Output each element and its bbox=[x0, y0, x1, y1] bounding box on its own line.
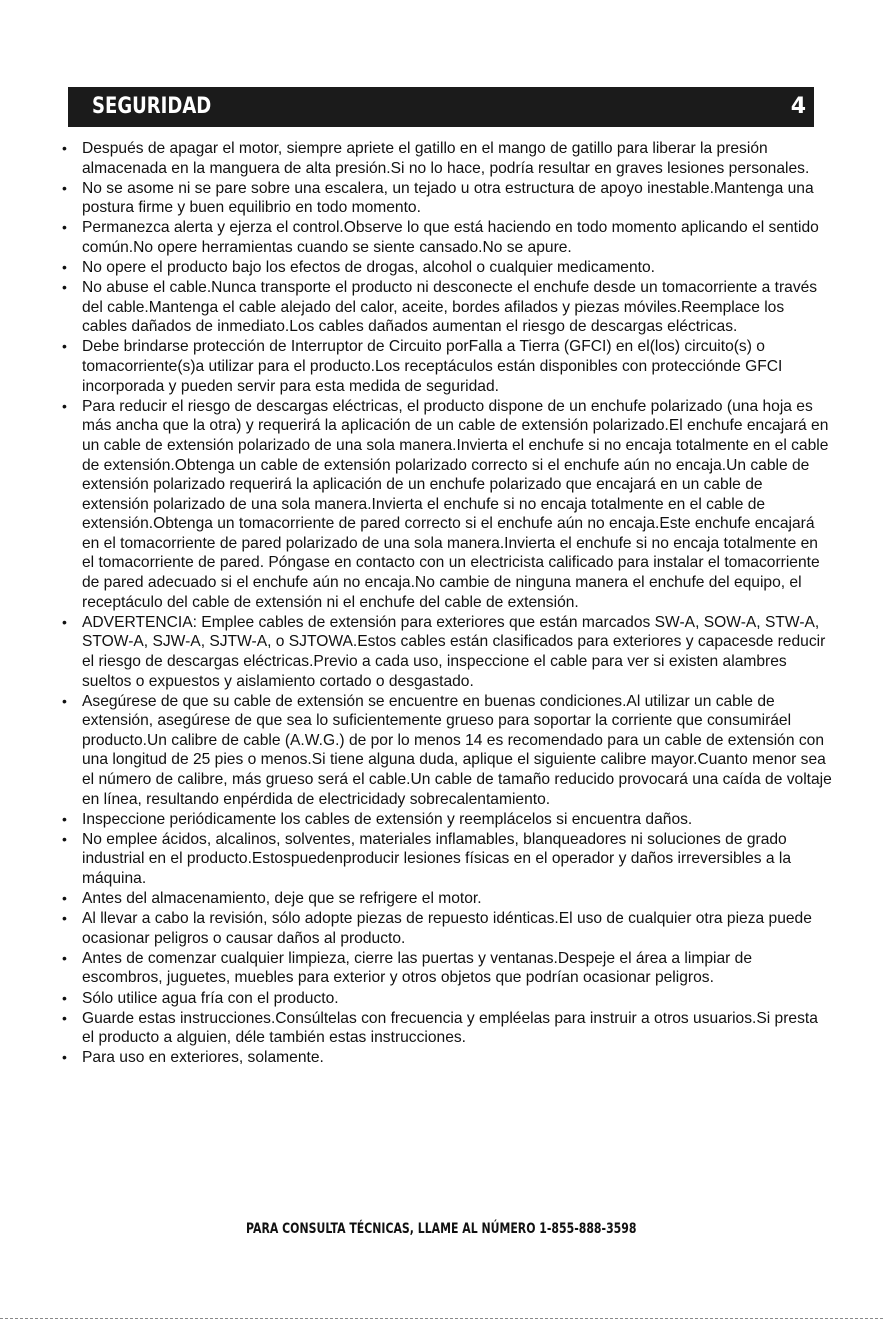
list-item-text: Permanezca alerta y ejerza el control.Observe lo que está haciendo en todo momento aplicando el sentido común.No opere herramientas cuando se siente cansado.No se apure. bbox=[82, 219, 819, 256]
footer-text: PARA CONSULTA TÉCNICAS, LLAME AL NÚMERO 1-855-888-3598 bbox=[246, 1221, 637, 1237]
list-item bbox=[62, 909, 832, 948]
list-item bbox=[62, 889, 832, 909]
list-item bbox=[62, 258, 832, 278]
list-item-text: Después de apagar el motor, siempre apriete el gatillo en el mango de gatillo para liberar la presión almacenada en la manguera de alta presión.Si no lo hace, podría resultar en graves lesiones personales. bbox=[82, 140, 810, 177]
bullet-icon: • bbox=[62, 989, 67, 1006]
bullet-icon: • bbox=[62, 910, 67, 927]
list-item bbox=[62, 989, 832, 1009]
bullet-icon: • bbox=[62, 1009, 67, 1026]
list-item bbox=[62, 139, 832, 178]
list-item bbox=[62, 692, 832, 810]
bullet-icon: • bbox=[62, 279, 67, 296]
bullet-icon: • bbox=[62, 219, 67, 236]
list-item bbox=[62, 613, 832, 691]
bullet-icon: • bbox=[62, 830, 67, 847]
list-item bbox=[62, 179, 832, 218]
bullet-icon: • bbox=[62, 259, 67, 276]
list-item bbox=[62, 1009, 832, 1048]
bullet-icon: • bbox=[62, 890, 67, 907]
list-item-text: No emplee ácidos, alcalinos, solventes, materiales inflamables, blanqueadores ni soluciones de grado industrial en el producto.Estospuedenproducir lesiones físicas en el operador y daños irreversibles a la máquina. bbox=[82, 830, 792, 887]
list-item-text: Antes del almacenamiento, deje que se refrigere el motor. bbox=[82, 890, 482, 908]
bullet-icon: • bbox=[62, 140, 67, 156]
section-title: SEGURIDAD bbox=[92, 94, 212, 119]
safety-instructions-list bbox=[62, 139, 832, 1068]
list-item-text: Para uso en exteriores, solamente. bbox=[82, 1049, 324, 1067]
list-item-text: Al llevar a cabo la revisión, sólo adopte piezas de repuesto idénticas.El uso de cualquier otra pieza puede ocasionar peligros o causar daños al producto. bbox=[82, 910, 812, 947]
list-item bbox=[62, 949, 832, 988]
bullet-icon: • bbox=[62, 692, 67, 709]
bullet-icon: • bbox=[62, 397, 67, 414]
bullet-icon: • bbox=[62, 613, 67, 630]
bullet-icon: • bbox=[62, 179, 67, 196]
list-item-text: No opere el producto bajo los efectos de drogas, alcohol o cualquier medicamento. bbox=[82, 259, 655, 277]
list-item bbox=[62, 337, 832, 396]
bullet-icon: • bbox=[62, 949, 67, 966]
list-item-text: Inspeccione periódicamente los cables de extensión y reemplácelos si encuentra daños. bbox=[82, 810, 693, 828]
list-item-text: Guarde estas instrucciones.Consúltelas con frecuencia y empléelas para instruir a otros usuarios.Si presta el producto a alguien, déle también estas instrucciones. bbox=[82, 1009, 818, 1047]
list-item bbox=[62, 810, 832, 830]
technical-support-footer bbox=[0, 1221, 883, 1237]
list-item-text: Para reducir el riesgo de descargas eléctricas, el producto dispone de un enchufe polarizado (una hoja es más ancha que la otra) y requerirá la aplicación de un cable de extensión polarizado.El enchufe encajará en un cable de extensión polarizado de una sola manera.Invierta el enchufe si no encaja totalmente en el cable de extensión.Obtenga un cable de extensión polarizado correcto si el enchufe aún no encaja.Un cable de extensión polarizado requerirá la aplicación de un enchufe polarizado que encajará en un cable de extensión polarizado de una sola manera.Invierta el enchufe si no encaja totalmente en el cable de extensión.Obtenga un tomacorriente de pared correcto si el enchufe aún no encaja.Este enchufe encajará en el tomacorriente de pared polarizado de una sola manera.Invierta el enchufe si no encaja totalmente en el tomacorriente de pared. Póngase en contacto con un electricista calificado para instalar el tomacorriente de pared adecuado si el enchufe aún no encaja.No cambie de ninguna manera el enchufe del equipo, el receptáculo del cable de extensión ni el enchufe del cable de extensión. bbox=[82, 397, 829, 611]
list-item-text: ADVERTENCIA: Emplee cables de extensión para exteriores que están marcados SW-A, SOW-A, STW-A, STOW-A, SJW-A, SJTW-A, o SJTOWA.Estos cables están clasificados para exteriores y capacesde reducir el riesgo de descargas eléctricas.Previo a cada uso, inspeccione el cable para ver si existen alambres sueltos o expuestos y aislamiento cortado o desgastado. bbox=[82, 613, 826, 690]
page-bottom-divider bbox=[0, 1318, 883, 1319]
list-item-text: Antes de comenzar cualquier limpieza, cierre las puertas y ventanas.Despeje el área a limpiar de escombros, juguetes, muebles para exterior y otros objetos que podrían ocasionar peligros. bbox=[82, 949, 753, 987]
list-item-text: No abuse el cable.Nunca transporte el producto ni desconecte el enchufe desde un tomacorriente a través del cable.Mantenga el cable alejado del calor, aceite, bordes afilados y piezas móviles.Reemplace los cables dañados de inmediato.Los cables dañados aumentan el riesgo de descargas eléctricas. bbox=[82, 279, 818, 336]
list-item-text: Debe brindarse protección de Interruptor de Circuito porFalla a Tierra (GFCI) en el(los) circuito(s) o tomacorriente(s)a utilizar para el producto.Los receptáculos están disponibles con protecciónde GFCI incorporada y pueden servir para esta medida de seguridad. bbox=[82, 338, 783, 395]
list-item bbox=[62, 397, 832, 613]
bullet-icon: • bbox=[62, 1049, 67, 1066]
list-item-text: No se asome ni se pare sobre una escalera, un tejado u otra estructura de apoyo inestable.Mantenga una postura firme y buen equilibrio en todo momento. bbox=[82, 179, 814, 217]
list-item bbox=[62, 830, 832, 889]
bullet-icon: • bbox=[62, 810, 67, 827]
bullet-icon: • bbox=[62, 338, 67, 355]
list-item-text: Asegúrese de que su cable de extensión se encuentre en buenas condiciones.Al utilizar un cable de extensión, asegúrese de que sea lo suficientemente grueso para soportar la corriente que consumiráel producto.Un calibre de cable (A.W.G.) de por lo menos 14 es recomendado para un cable de extensión con una longitud de 25 pies o menos.Si tiene alguna duda, aplique el siguiente calibre mayor.Cuanto menor sea el número de calibre, más grueso será el cable.Un cable de tamaño reducido provocará una caída de voltaje en línea, resultando enpérdida de electricidady sobrecalentamiento. bbox=[82, 692, 832, 808]
list-item bbox=[62, 218, 832, 257]
section-header bbox=[68, 87, 814, 127]
page-number: 4 bbox=[790, 94, 806, 119]
list-item bbox=[62, 1048, 832, 1068]
list-item-text: Sólo utilice agua fría con el producto. bbox=[82, 989, 339, 1007]
list-item bbox=[62, 278, 832, 337]
